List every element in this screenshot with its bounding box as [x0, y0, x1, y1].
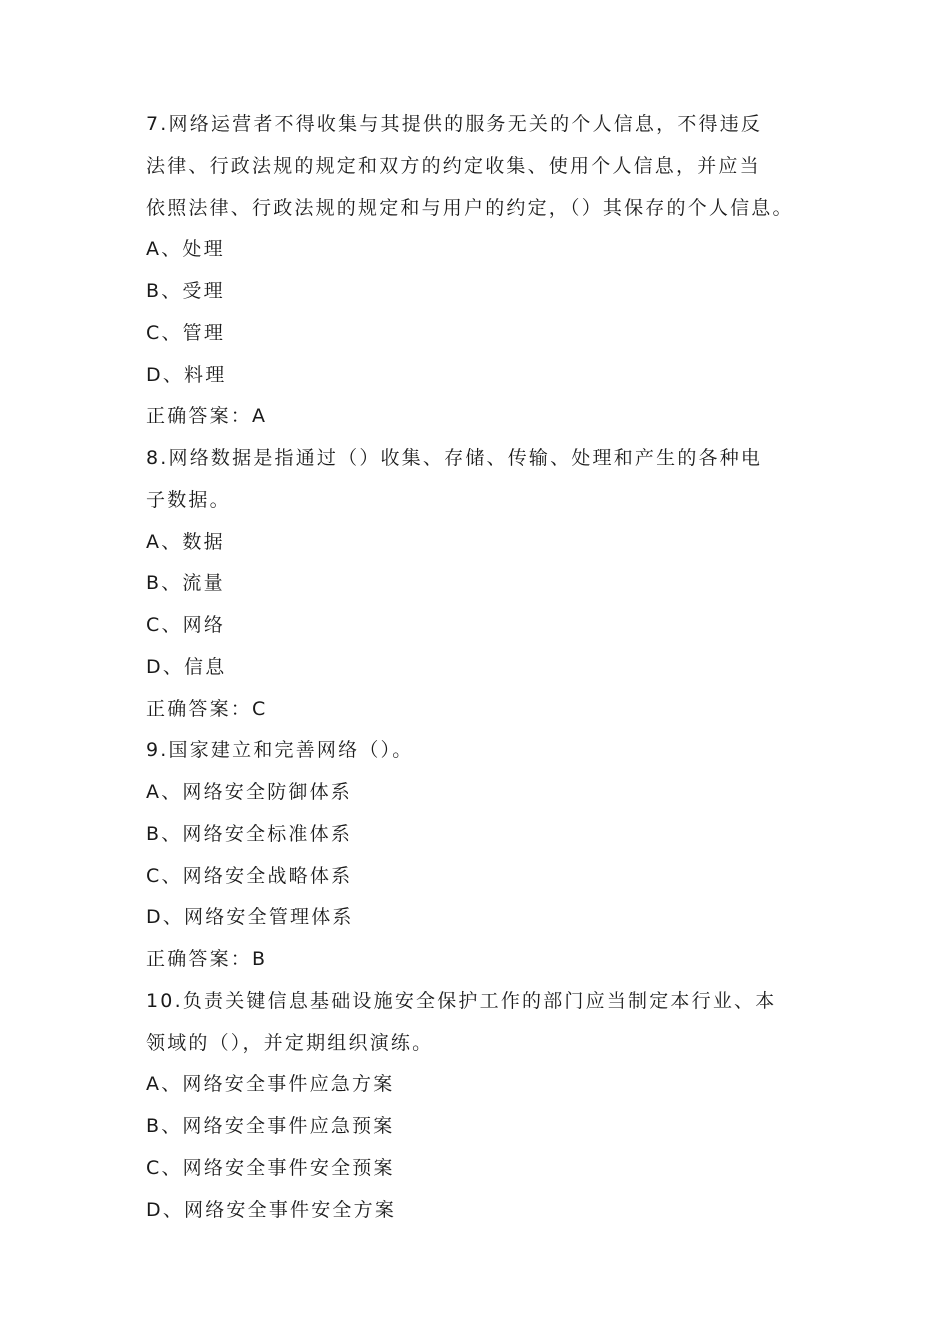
question-list — [146, 104, 826, 1231]
option-b: B、网络安全事件应急预案 — [146, 1115, 395, 1137]
question-9 — [146, 730, 826, 981]
question-stem-line: 8.网络数据是指通过（）收集、存储、传输、处理和产生的各种电 — [146, 447, 763, 469]
question-7 — [146, 104, 826, 438]
option-c: C、网络 — [146, 614, 226, 636]
option-a: A、处理 — [146, 238, 225, 261]
question-stem-line: 法律、行政法规的规定和双方的约定收集、使用个人信息，并应当 — [146, 154, 761, 177]
question-stem-line: 子数据。 — [146, 488, 231, 511]
question-10 — [146, 981, 826, 1232]
option-d: D、信息 — [146, 655, 227, 678]
option-a: A、网络安全防御体系 — [146, 781, 352, 803]
correct-answer: 正确答案：B — [146, 948, 268, 970]
correct-answer: 正确答案：C — [146, 697, 268, 720]
option-a: A、数据 — [146, 530, 225, 553]
option-b: B、受理 — [146, 280, 225, 302]
question-stem-line: 依照法律、行政法规的规定和与用户的约定，（）其保存的个人信息。 — [146, 196, 794, 219]
option-d: D、料理 — [146, 363, 227, 386]
question-stem-line: 7.网络运营者不得收集与其提供的服务无关的个人信息，不得违反 — [146, 113, 763, 135]
option-c: C、网络安全事件安全预案 — [146, 1156, 395, 1179]
option-b: B、流量 — [146, 572, 225, 595]
option-d: D、网络安全管理体系 — [146, 906, 354, 929]
question-stem-line: 9.国家建立和完善网络（）。 — [146, 739, 414, 762]
question-8 — [146, 438, 826, 730]
option-c: C、管理 — [146, 321, 226, 344]
option-d: D、网络安全事件安全方案 — [146, 1198, 397, 1221]
correct-answer: 正确答案：A — [146, 405, 268, 428]
option-b: B、网络安全标准体系 — [146, 822, 353, 845]
option-a: A、网络安全事件应急方案 — [146, 1073, 395, 1096]
question-stem-line: 10.负责关键信息基础设施安全保护工作的部门应当制定本行业、本 — [146, 989, 777, 1012]
option-c: C、网络安全战略体系 — [146, 864, 353, 887]
question-stem-line: 领域的（），并定期组织演练。 — [146, 1031, 434, 1054]
